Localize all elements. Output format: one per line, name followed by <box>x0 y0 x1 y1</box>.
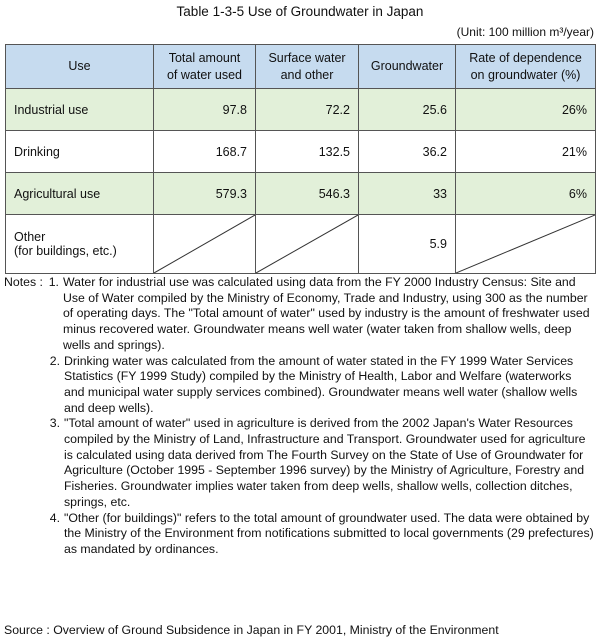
note-item <box>4 511 594 558</box>
row-rate: 6% <box>456 173 596 215</box>
table-title: Table 1-3-5 Use of Groundwater in Japan <box>176 4 424 19</box>
note-number: 2. <box>49 353 60 368</box>
row-rate: 21% <box>456 131 596 173</box>
header-groundwater: Groundwater <box>359 45 456 89</box>
note-number: 4. <box>49 510 60 525</box>
header-total: Total amount of water used <box>154 45 256 89</box>
row-use-line1: Other <box>14 230 46 244</box>
note-item <box>4 416 594 510</box>
notes-section <box>4 275 594 558</box>
groundwater-table <box>5 44 596 274</box>
note-item <box>43 275 594 354</box>
table-row <box>6 173 596 215</box>
row-groundwater: 36.2 <box>359 131 456 173</box>
empty-cell-slash <box>456 215 596 274</box>
row-use: Agricultural use <box>6 173 154 215</box>
row-total: 97.8 <box>154 89 256 131</box>
table-row <box>6 131 596 173</box>
row-use <box>6 215 154 274</box>
note-text: Water for industrial use was calculated using data from the FY 2000 Industry Census: Site and Use of Water compiled by the Ministry of Economy, Trade and Industry, using 300 as the number of operating days. The "Total amount of water" used by industry is the amount of freshwater used minus recovered water. Groundwater means well water (water taken from shallow wells, deep wells and springs). <box>62 275 590 352</box>
row-total: 579.3 <box>154 173 256 215</box>
row-use-line2: (for buildings, etc.) <box>14 244 117 258</box>
row-surface: 132.5 <box>256 131 359 173</box>
row-rate: 26% <box>456 89 596 131</box>
row-groundwater: 25.6 <box>359 89 456 131</box>
row-groundwater: 5.9 <box>359 215 456 274</box>
note-text: Drinking water was calculated from the amount of water stated in the FY 1999 Water Services Statistics (FY 1999 Study) compiled by the Ministry of Health, Labor and Welfare (waterworks and municipal water supply services combined). Groundwater means well water (shallow wells and deep wells). <box>64 353 578 415</box>
header-rate: Rate of dependence on groundwater (%) <box>456 45 596 89</box>
row-surface: 546.3 <box>256 173 359 215</box>
table-row <box>6 215 596 274</box>
notes-prefix: Notes : <box>4 275 43 289</box>
note-item <box>4 354 594 417</box>
row-groundwater: 33 <box>359 173 456 215</box>
table-row <box>6 89 596 131</box>
row-use: Drinking <box>6 131 154 173</box>
header-use: Use <box>6 45 154 89</box>
empty-cell-slash <box>154 215 256 274</box>
row-total: 168.7 <box>154 131 256 173</box>
empty-cell-slash <box>256 215 359 274</box>
header-surface: Surface water and other <box>256 45 359 89</box>
note-number: 3. <box>49 416 60 431</box>
source-line: Source : Overview of Ground Subsidence in Japan in FY 2001, Ministry of the Environment <box>4 623 499 637</box>
row-surface: 72.2 <box>256 89 359 131</box>
note-text: "Total amount of water" used in agriculture is derived from the 2002 Japan's Water Resources compiled by the Ministry of Land, Infrastructure and Transport. Groundwater used for agriculture is calculated using data derived from The Fourth Survey on the State of Use of Groundwater for Agriculture (October 1995 - September 1996 survey) by the Ministry of Agriculture, Forestry and Fisheries. Groundwater implies water taken from deep wells, shallow wells, collection ditches, springs, etc. <box>64 416 586 509</box>
row-use: Industrial use <box>6 89 154 131</box>
note-number: 1. <box>48 275 59 289</box>
header-row <box>6 45 596 89</box>
note-text: "Other (for buildings)" refers to the total amount of groundwater used. The data were obtained by the Ministry of the Environment from notifications submitted to local governments (29 prefectures) as mandated by ordinances. <box>64 510 594 556</box>
unit-label: (Unit: 100 million m³/year) <box>456 25 594 39</box>
